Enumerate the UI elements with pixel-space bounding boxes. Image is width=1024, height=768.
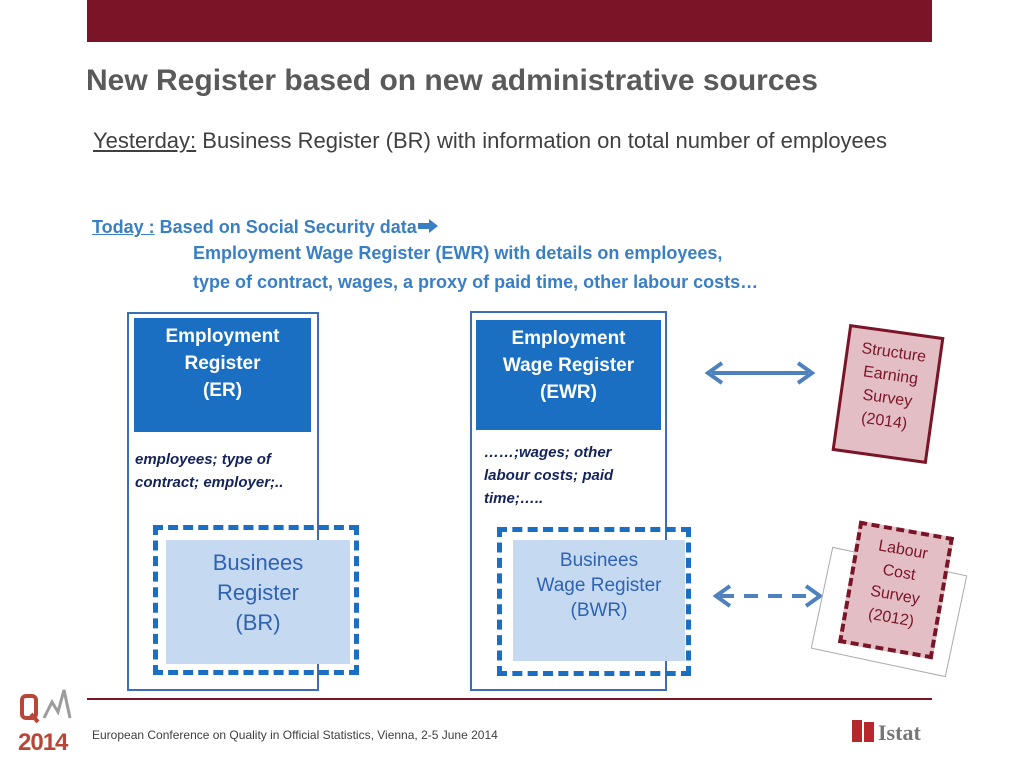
istat-logo (850, 716, 934, 746)
ses-line: Structure (860, 339, 928, 366)
er-detail-line: employees; type of (135, 451, 271, 468)
br-line: Businees (212, 550, 304, 575)
yesterday-line (93, 126, 913, 155)
right-arrow-icon (417, 218, 439, 234)
business-register-box (166, 540, 350, 664)
bwr-line: Wage Register (536, 575, 662, 596)
ewr-line: Wage Register (502, 355, 635, 376)
ses-survey-card (832, 324, 945, 464)
employment-wage-register-box (476, 320, 661, 430)
yesterday-label: Yesterday: (93, 128, 197, 153)
bwr-line: (BWR) (570, 600, 628, 621)
svg-text:2014: 2014 (18, 729, 68, 756)
dashed-double-arrow-icon (708, 581, 828, 611)
lcs-survey-label (846, 531, 949, 637)
ses-line: (2014) (860, 409, 909, 433)
lcs-line: Cost (881, 561, 917, 584)
ewr-detail-text (484, 441, 664, 510)
today-line-2: Employment Wage Register (EWR) with details on employees, (193, 243, 723, 263)
business-wage-register-box (513, 540, 685, 661)
ewr-detail-line: labour costs; paid (484, 467, 614, 484)
er-detail-line: contract; employer;.. (135, 474, 284, 491)
ewr-line: (EWR) (540, 382, 597, 403)
ses-line: Earning (862, 363, 920, 388)
er-line: Register (184, 353, 261, 374)
today-line-1 (92, 215, 439, 239)
conference-logo (14, 684, 80, 756)
ses-line: Survey (861, 386, 914, 411)
svg-text:Istat: Istat (878, 720, 921, 745)
footer-divider (87, 698, 932, 700)
ewr-line: Employment (511, 328, 626, 349)
br-line: (BR) (235, 610, 281, 635)
employment-register-box (134, 318, 311, 432)
today-label: Today : (92, 217, 155, 237)
footer-text: European Conference on Quality in Official Statistics, Vienna, 2-5 June 2014 (92, 728, 498, 742)
er-detail-text (135, 448, 335, 494)
br-line: Register (217, 580, 299, 605)
yesterday-text: Business Register (BR) with information on total number of employees (196, 128, 888, 153)
lcs-line: Survey (869, 582, 922, 609)
today-text: Based on Social Security data (154, 217, 417, 237)
today-line-3: type of contract, wages, a proxy of paid time, other labour costs… (193, 272, 759, 292)
top-banner (87, 0, 932, 42)
bwr-line: Businees (559, 550, 639, 571)
ewr-detail-line: ……;wages; other (484, 444, 612, 461)
double-arrow-icon (700, 358, 820, 388)
lcs-line: (2012) (866, 605, 916, 631)
lcs-line: Labour (877, 537, 930, 563)
er-line: Employment (165, 326, 280, 347)
ewr-detail-line: time;….. (484, 490, 544, 507)
page-title: New Register based on new administrative sources (86, 64, 818, 97)
er-line: (ER) (202, 380, 243, 401)
ses-survey-label (838, 335, 940, 439)
